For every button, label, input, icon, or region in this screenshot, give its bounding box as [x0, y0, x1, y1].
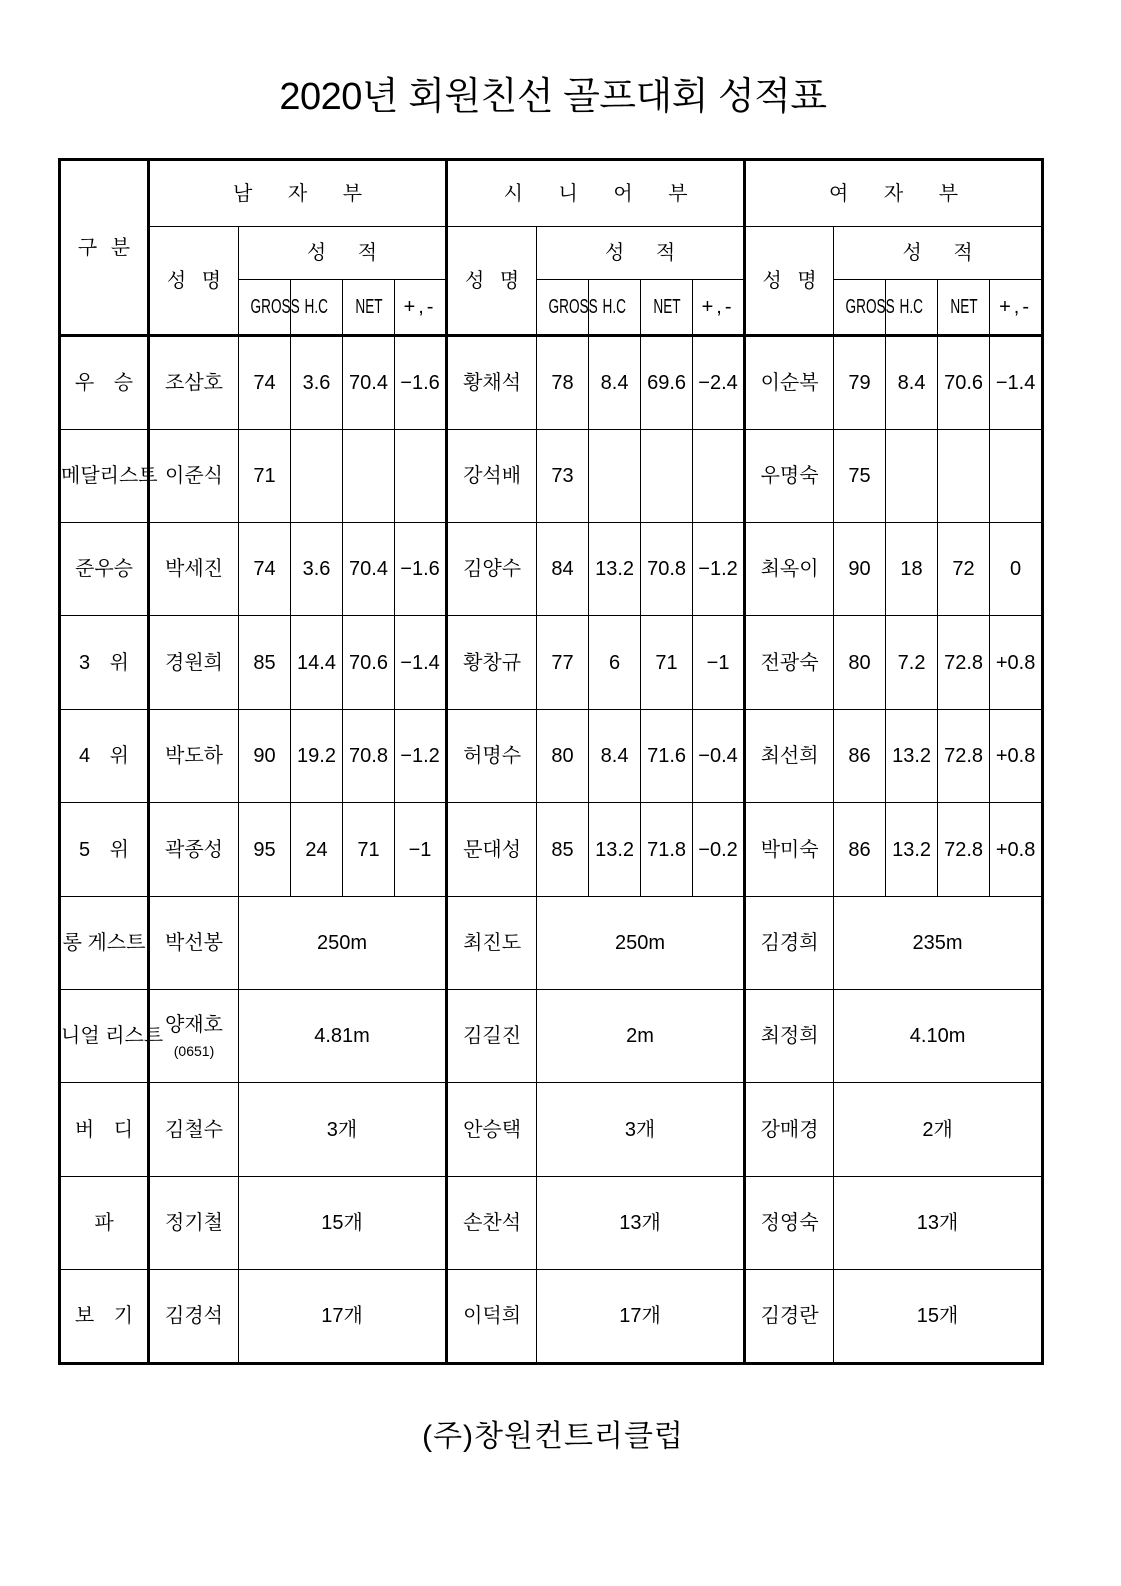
senior-hc: 13.2	[589, 803, 641, 897]
men-name: 박도하	[149, 710, 239, 803]
women-diff: −1.4	[990, 336, 1043, 430]
row-label: 롱 게스트	[60, 897, 149, 990]
senior-gross: 84	[537, 523, 589, 616]
women-diff: +0.8	[990, 710, 1043, 803]
women-diff-header: +,-	[990, 280, 1043, 336]
men-award-value: 17개	[239, 1270, 447, 1364]
women-name: 이순복	[745, 336, 834, 430]
senior-name: 김양수	[447, 523, 537, 616]
net-label: NET	[949, 296, 978, 318]
women-name: 우명숙	[745, 430, 834, 523]
women-diff: +0.8	[990, 803, 1043, 897]
senior-gross: 73	[537, 430, 589, 523]
women-gross: 79	[834, 336, 886, 430]
row-winner	[60, 336, 1043, 430]
women-hc: 13.2	[886, 803, 938, 897]
men-name: 김철수	[149, 1083, 239, 1177]
senior-diff: −0.2	[693, 803, 745, 897]
women-hc: 8.4	[886, 336, 938, 430]
senior-division-header: 시 니 어 부	[447, 160, 745, 227]
men-diff: −1.6	[395, 523, 447, 616]
senior-name: 강석배	[447, 430, 537, 523]
row-label: 우 승	[60, 336, 149, 430]
women-award-value: 2개	[834, 1083, 1043, 1177]
men-hc: 24	[291, 803, 343, 897]
row-runner-up	[60, 523, 1043, 616]
header-row-score	[60, 227, 1043, 280]
senior-name: 이덕희	[447, 1270, 537, 1364]
senior-net: 69.6	[641, 336, 693, 430]
women-division-header: 여 자 부	[745, 160, 1043, 227]
men-net: 70.4	[343, 523, 395, 616]
row-label: 보 기	[60, 1270, 149, 1364]
senior-diff: −1.2	[693, 523, 745, 616]
senior-award-value: 17개	[537, 1270, 745, 1364]
senior-net: 71	[641, 616, 693, 710]
men-award-value: 4.81m	[239, 990, 447, 1083]
men-name-note: (0651)	[173, 1043, 215, 1059]
senior-name: 최진도	[447, 897, 537, 990]
row-label: 4 위	[60, 710, 149, 803]
women-name: 정영숙	[745, 1177, 834, 1270]
women-name: 강매경	[745, 1083, 834, 1177]
women-award-value: 235m	[834, 897, 1043, 990]
women-diff: 0	[990, 523, 1043, 616]
gross-label: GROSS	[845, 296, 895, 318]
senior-net: 70.8	[641, 523, 693, 616]
row-birdie	[60, 1083, 1043, 1177]
page-title: 2020년 회원친선 골프대회 성적표	[279, 76, 827, 118]
men-net: 71	[343, 803, 395, 897]
row-label: 5 위	[60, 803, 149, 897]
men-diff: −1.4	[395, 616, 447, 710]
senior-award-value: 250m	[537, 897, 745, 990]
senior-gross: 78	[537, 336, 589, 430]
senior-gross-header	[537, 280, 598, 336]
row-longest-drive	[60, 897, 1043, 990]
senior-gross: 80	[537, 710, 589, 803]
senior-award-value: 13개	[537, 1177, 745, 1270]
row-label: 3 위	[60, 616, 149, 710]
women-name: 최선희	[745, 710, 834, 803]
men-name: 박세진	[149, 523, 239, 616]
women-name-header: 성 명	[745, 227, 834, 336]
women-gross: 86	[834, 710, 886, 803]
women-name: 최옥이	[745, 523, 834, 616]
men-award-value: 250m	[239, 897, 447, 990]
senior-net: 71.6	[641, 710, 693, 803]
men-award-value: 3개	[239, 1083, 447, 1177]
women-net: 72.8	[938, 616, 990, 710]
senior-hc: 13.2	[589, 523, 641, 616]
row-label: 파	[60, 1177, 149, 1270]
women-hc	[886, 430, 938, 523]
men-gross-header	[239, 280, 300, 336]
women-net: 72.8	[938, 710, 990, 803]
men-name: 정기철	[149, 1177, 239, 1270]
men-name-text: 양재호	[165, 1014, 223, 1036]
senior-name: 김길진	[447, 990, 537, 1083]
men-gross: 71	[239, 430, 291, 523]
women-name: 박미숙	[745, 803, 834, 897]
men-diff: −1	[395, 803, 447, 897]
gross-label: GROSS	[548, 296, 598, 318]
net-label: NET	[652, 296, 681, 318]
women-net: 72	[938, 523, 990, 616]
men-gross: 90	[239, 710, 291, 803]
net-label: NET	[354, 296, 383, 318]
senior-diff: −0.4	[693, 710, 745, 803]
senior-score-header: 성 적	[537, 227, 745, 280]
category-header: 구 분	[60, 160, 149, 336]
women-hc: 7.2	[886, 616, 938, 710]
men-name: 김경석	[149, 1270, 239, 1364]
senior-hc: 8.4	[589, 336, 641, 430]
row-label: 버 디	[60, 1083, 149, 1177]
women-gross: 86	[834, 803, 886, 897]
men-hc	[291, 430, 343, 523]
women-net	[938, 430, 990, 523]
senior-net	[641, 430, 693, 523]
men-name: 박선봉	[149, 897, 239, 990]
men-net-header	[343, 280, 395, 336]
men-division-header: 남 자 부	[149, 160, 447, 227]
senior-hc: 6	[589, 616, 641, 710]
men-name: 경원희	[149, 616, 239, 710]
senior-gross: 85	[537, 803, 589, 897]
men-hc: 3.6	[291, 336, 343, 430]
senior-diff: −2.4	[693, 336, 745, 430]
row-label: 니얼 리스트	[60, 990, 149, 1083]
women-gross-header	[834, 280, 895, 336]
senior-name: 황채석	[447, 336, 537, 430]
row-3rd-place	[60, 616, 1043, 710]
senior-diff	[693, 430, 745, 523]
row-par	[60, 1177, 1043, 1270]
women-award-value: 13개	[834, 1177, 1043, 1270]
men-net: 70.4	[343, 336, 395, 430]
senior-name: 문대성	[447, 803, 537, 897]
header-row-divisions	[60, 160, 1043, 227]
results-table	[58, 158, 1044, 1365]
row-5th-place	[60, 803, 1043, 897]
senior-hc: 8.4	[589, 710, 641, 803]
men-name-header: 성 명	[149, 227, 239, 336]
women-diff: +0.8	[990, 616, 1043, 710]
row-label: 준우승	[60, 523, 149, 616]
men-score-header: 성 적	[239, 227, 447, 280]
women-net-header	[938, 280, 990, 336]
women-gross: 90	[834, 523, 886, 616]
row-label: 메달리스트	[60, 430, 149, 523]
women-diff	[990, 430, 1043, 523]
gross-label: GROSS	[250, 296, 300, 318]
men-diff: −1.6	[395, 336, 447, 430]
senior-diff-header: +,-	[693, 280, 745, 336]
row-medalist	[60, 430, 1043, 523]
men-gross: 95	[239, 803, 291, 897]
men-name: 곽종성	[149, 803, 239, 897]
men-net: 70.6	[343, 616, 395, 710]
women-hc: 18	[886, 523, 938, 616]
organizer-name: (주)창원컨트리클럽	[422, 1420, 684, 1453]
women-award-value: 15개	[834, 1270, 1043, 1364]
senior-name: 안승택	[447, 1083, 537, 1177]
senior-award-value: 3개	[537, 1083, 745, 1177]
men-hc: 3.6	[291, 523, 343, 616]
senior-name-header: 성 명	[447, 227, 537, 336]
men-diff-header: +,-	[395, 280, 447, 336]
hc-label: H.C	[304, 296, 329, 318]
men-name: 이준식	[149, 430, 239, 523]
men-gross: 74	[239, 523, 291, 616]
hc-label: H.C	[602, 296, 627, 318]
senior-net-header	[641, 280, 693, 336]
senior-hc	[589, 430, 641, 523]
men-award-value: 15개	[239, 1177, 447, 1270]
women-name: 김경희	[745, 897, 834, 990]
row-nearest-pin	[60, 990, 1043, 1083]
senior-name: 허명수	[447, 710, 537, 803]
senior-diff: −1	[693, 616, 745, 710]
men-hc: 19.2	[291, 710, 343, 803]
women-gross: 75	[834, 430, 886, 523]
women-name: 최정희	[745, 990, 834, 1083]
senior-award-value: 2m	[537, 990, 745, 1083]
men-diff	[395, 430, 447, 523]
men-name: 조삼호	[149, 336, 239, 430]
senior-gross: 77	[537, 616, 589, 710]
women-net: 72.8	[938, 803, 990, 897]
men-net	[343, 430, 395, 523]
men-hc: 14.4	[291, 616, 343, 710]
women-score-header: 성 적	[834, 227, 1043, 280]
row-4th-place	[60, 710, 1043, 803]
men-gross: 74	[239, 336, 291, 430]
men-diff: −1.2	[395, 710, 447, 803]
women-name: 전광숙	[745, 616, 834, 710]
women-gross: 80	[834, 616, 886, 710]
men-net: 70.8	[343, 710, 395, 803]
men-gross: 85	[239, 616, 291, 710]
hc-label: H.C	[899, 296, 924, 318]
women-net: 70.6	[938, 336, 990, 430]
senior-name: 손찬석	[447, 1177, 537, 1270]
row-bogey	[60, 1270, 1043, 1364]
senior-name: 황창규	[447, 616, 537, 710]
women-name: 김경란	[745, 1270, 834, 1364]
senior-net: 71.8	[641, 803, 693, 897]
women-award-value: 4.10m	[834, 990, 1043, 1083]
women-hc: 13.2	[886, 710, 938, 803]
